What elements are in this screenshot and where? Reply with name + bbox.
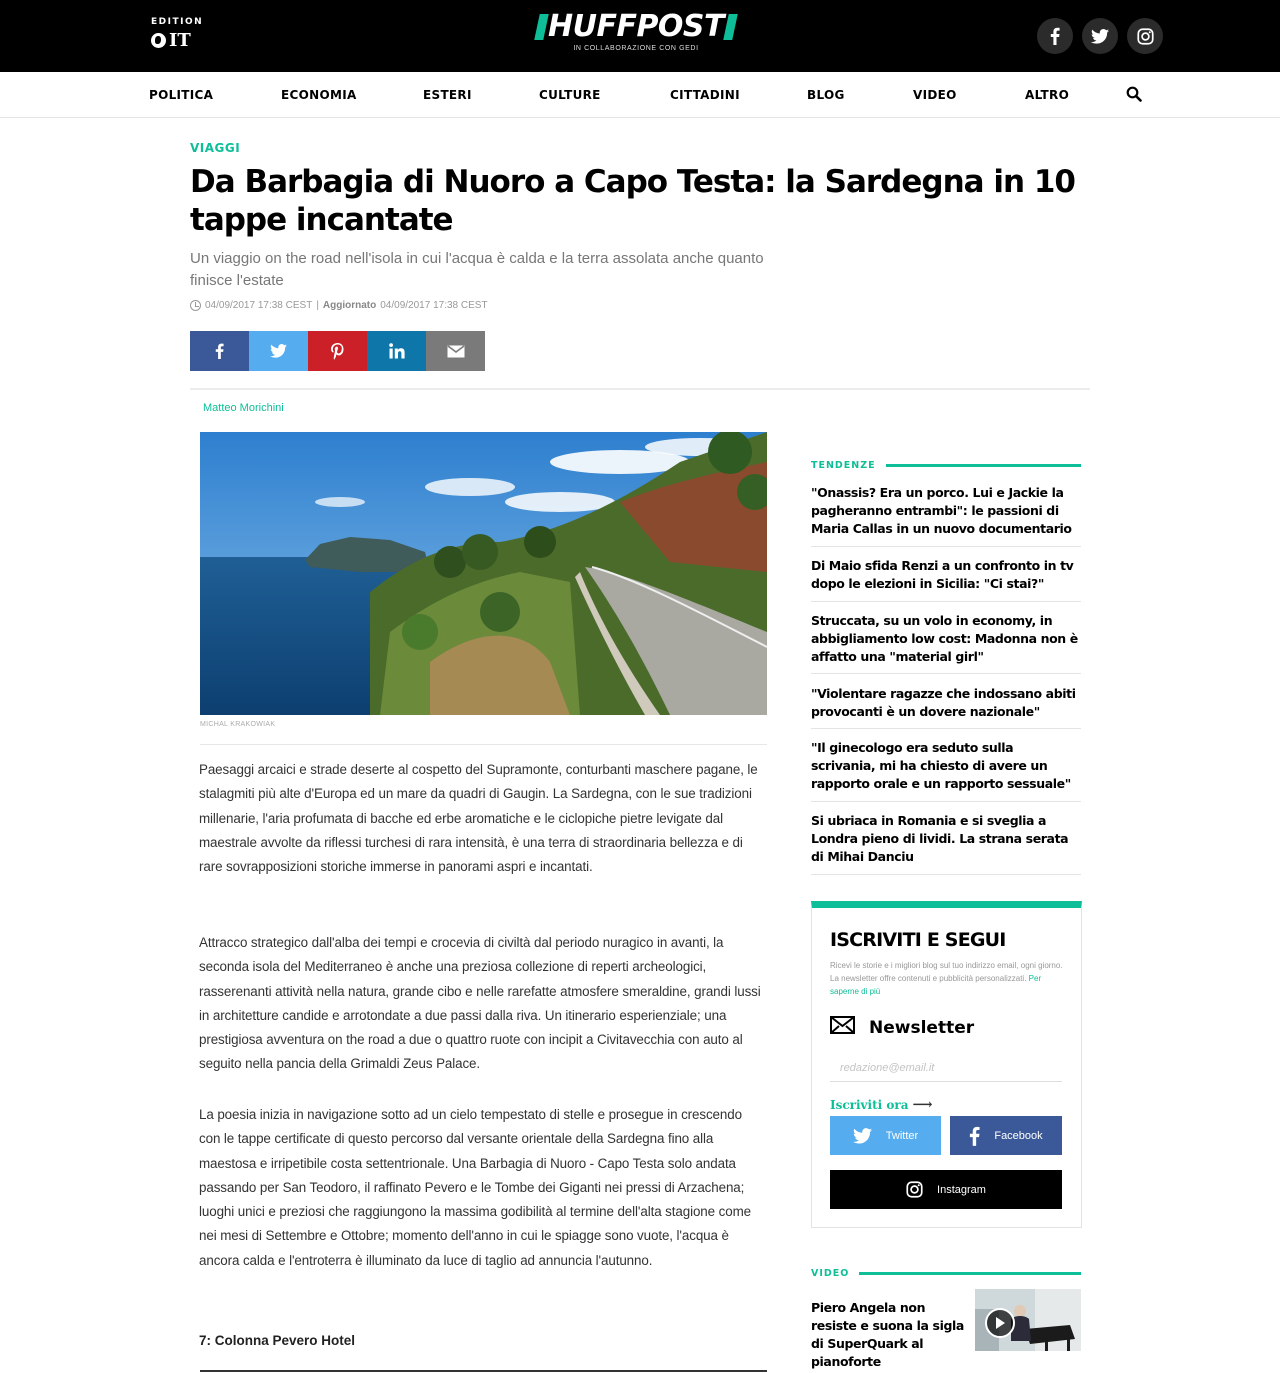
trend-item[interactable]: Struccata, su un volo in economy, in abbigliamento low cost: Madonna non è affatto una "material girl"	[811, 613, 1078, 664]
share-bar	[190, 331, 485, 371]
instagram-icon	[906, 1181, 923, 1198]
email-field[interactable]	[830, 1054, 1062, 1082]
article-subheading: 7: Colonna Pevero Hotel	[199, 1333, 356, 1348]
learn-more-link[interactable]: Per saperne di più	[830, 974, 1042, 996]
video-title[interactable]: Piero Angela non resiste e suona la sigla di SuperQuark al pianoforte	[811, 1300, 964, 1369]
top-bar	[0, 0, 1280, 72]
email-icon	[447, 345, 465, 358]
hero-image	[200, 432, 767, 715]
updated-date: 04/09/2017 17:38 CEST	[380, 300, 488, 311]
nav-altro[interactable]: ALTRO	[1025, 88, 1070, 102]
huffpost-logo[interactable]: HUFFPOST IN COLLABORAZIONE CON GEDI	[526, 12, 746, 60]
article-paragraph: Paesaggi arcaici e strade deserte al cospetto del Supramonte, conturbanti maschere pagane, le stalagmiti più alte d'Europa ed un mare da quadri di Gaugin. La Sardegna, con le sue tradizioni millenarie, l'aria profumata di bacche ed erbe aromatiche e le ciclopiche pietre levigate dal maestrale avvolte da riflessi turchesi di rara intensità, è una terra di straordinaria bellezza e di rare sovrapposizioni storiche immerse in panorami aspri e incantati.	[199, 762, 758, 875]
image-divider	[200, 744, 767, 745]
trends-header: TENDENZE	[811, 460, 1081, 471]
share-email-button[interactable]	[426, 331, 485, 371]
subscribe-box	[811, 901, 1082, 1228]
trend-item[interactable]: Si ubriaca in Romania e si sveglia a Londra pieno di lividi. La strana serata di Mihai Danciu	[811, 813, 1069, 864]
twitter-icon	[853, 1128, 872, 1144]
facebook-icon[interactable]	[1037, 18, 1073, 54]
article-timestamp: 04/09/2017 17:38 CEST | Aggiornato 04/09/2017 17:38 CEST	[190, 300, 488, 311]
article-headline: Da Barbagia di Nuoro a Capo Testa: la Sardegna in 10 tappe incantate	[190, 164, 1075, 238]
main-nav	[0, 72, 1280, 118]
nav-economia[interactable]: ECONOMIA	[281, 88, 357, 102]
follow-facebook-button[interactable]: Facebook	[950, 1116, 1062, 1155]
instagram-icon[interactable]	[1127, 18, 1163, 54]
edition-selector[interactable]	[151, 17, 203, 51]
article-paragraph: La poesia inizia in navigazione sotto ad un cielo tempestato di stelle e prosegue in crescendo con le tappe certificate di questo percorso dal versante orientale della Sardegna fino alla maestosa e irripetibile costa settentrionale. Una Barbagia di Nuoro - Capo Testa solo andata passando per San Teodoro, il raffinato Pevero e le Tombe dei Giganti nei pressi di Arzachena; luoghi unici e preziosi che raggiungono la massima godibilità al termine dell'alta stagione come nei mesi di Settembre e Ottobre; momento dell'anno in cui le spiagge sono vuote, l'acqua è ancora calda e l'entroterra è illuminato da luce di taglio ad annuncia l'autunno.	[199, 1107, 751, 1268]
pinterest-icon	[331, 343, 344, 360]
twitter-icon[interactable]	[1082, 18, 1118, 54]
share-twitter-button[interactable]	[249, 331, 308, 371]
nav-esteri[interactable]: ESTERI	[423, 88, 472, 102]
updated-label: Aggiornato	[322, 300, 377, 311]
subscribe-now-link[interactable]: Iscriviti ora ⟶	[830, 1097, 933, 1113]
linkedin-icon	[389, 343, 405, 359]
facebook-icon	[215, 343, 224, 359]
subscribe-title: ISCRIVITI E SEGUI	[830, 929, 1006, 951]
section-divider	[200, 1370, 767, 1372]
header-social-links	[1037, 18, 1163, 54]
image-credit: MICHAL KRAKOWIAK	[200, 721, 276, 728]
envelope-icon	[830, 1016, 855, 1039]
arrow-right-icon: ⟶	[912, 1097, 933, 1113]
share-facebook-button[interactable]	[190, 331, 249, 371]
article-paragraph: Attracco strategico dall'alba dei tempi e crocevia di civiltà dal periodo nuragico in avanti, la seconda isola del Mediterraneo è anche una preziosa collezione di reperti archeologici, rasserenanti attività nella natura, grande cibo e nelle rarefatte atmosfere smeraldine, grandi lussi in architetture candide e arrotondate a due passi dalla riva. Un itinerario esperienziale; una prestigiosa avventura on the road a due o quattro ruote con incipit a Civitavecchia con auto al seguito nella pancia della Grimaldi Zeus Palace.	[199, 935, 761, 1072]
newsletter-label: Newsletter	[869, 1017, 975, 1038]
video-thumbnail[interactable]	[975, 1289, 1081, 1351]
nav-politica[interactable]: POLITICA	[149, 88, 214, 102]
trend-item[interactable]: "Il ginecologo era seduto sulla scrivania, mi ha chiesto di avere un rapporto orale e un rapporto sessuale"	[811, 740, 1071, 791]
author-link[interactable]: Matteo Morichini	[203, 402, 284, 414]
video-header: VIDEO	[811, 1268, 1081, 1279]
share-pinterest-button[interactable]	[308, 331, 367, 371]
search-icon[interactable]	[1126, 86, 1142, 107]
section-tag[interactable]: VIAGGI	[190, 141, 241, 155]
edition-label: EDITION	[151, 17, 204, 27]
follow-twitter-button[interactable]: Twitter	[830, 1116, 941, 1155]
nav-video[interactable]: VIDEO	[913, 88, 957, 102]
article-subtitle: Un viaggio on the road nell'isola in cui l'acqua è calda e la terra assolata anche quanto finisce l'estate	[190, 250, 764, 289]
nav-blog[interactable]: BLOG	[807, 88, 845, 102]
follow-instagram-button[interactable]: Instagram	[830, 1170, 1062, 1209]
trend-item[interactable]: "Violentare ragazze che indossano abiti provocanti è un dovere nazionale"	[811, 686, 1076, 719]
published-date: 04/09/2017 17:38 CEST	[205, 300, 313, 311]
nav-cittadini[interactable]: CITTADINI	[670, 88, 740, 102]
nav-culture[interactable]: CULTURE	[539, 88, 601, 102]
trend-item[interactable]: Di Maio sfida Renzi a un confronto in tv dopo le elezioni in Sicilia: "Ci stai?"	[811, 558, 1074, 591]
play-icon[interactable]	[985, 1308, 1015, 1338]
logo-subtitle: IN COLLABORAZIONE CON GEDI	[573, 45, 699, 52]
header-divider	[190, 388, 1090, 390]
clock-icon	[190, 300, 201, 311]
facebook-icon	[969, 1126, 980, 1146]
twitter-icon	[270, 344, 287, 358]
trend-item[interactable]: "Onassis? Era un porco. Lui e Jackie la pagheranno entrambi": le passioni di Maria Callas in un nuovo documentario	[811, 485, 1072, 536]
edition-code: IT	[169, 30, 191, 51]
globe-icon	[151, 33, 166, 48]
subscribe-description: Ricevi le storie e i migliori blog sul tuo indirizzo email, ogni giorno. La newsletter offre contenuti e pubblicità personalizzati. Per saperne di più	[830, 961, 1063, 996]
share-linkedin-button[interactable]	[367, 331, 426, 371]
